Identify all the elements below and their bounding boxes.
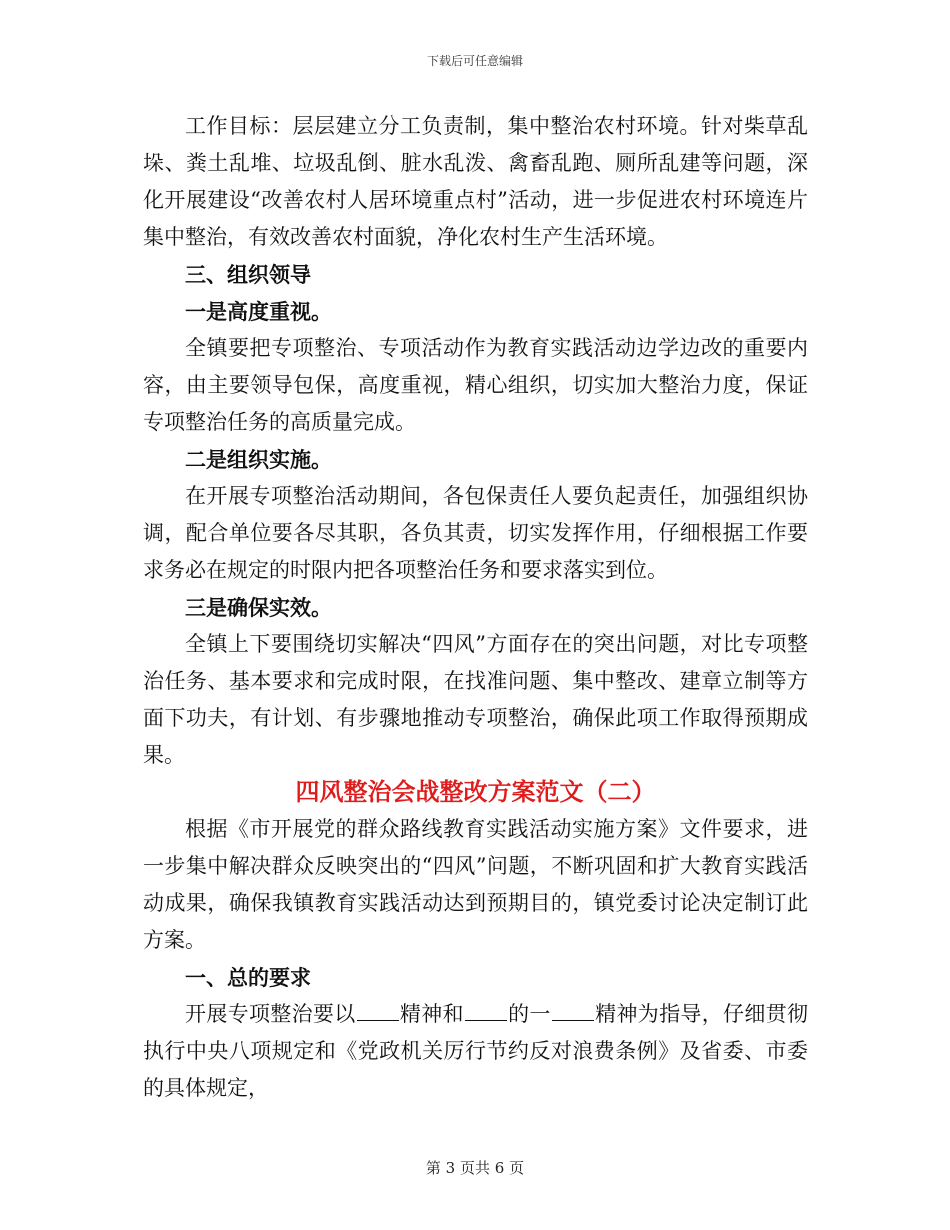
subheading-high-attention: 一是高度重视。 — [185, 299, 332, 324]
requirements-text-a: 开展专项整治要以 — [185, 1002, 356, 1026]
requirements-text-c: 的一 — [507, 1002, 551, 1026]
document-body — [143, 108, 808, 1107]
requirements-text-b: 精神和 — [399, 1002, 464, 1026]
heading-general-requirements: 一、总的要求 — [185, 965, 311, 990]
heading-organization: 三、组织领导 — [185, 262, 311, 287]
section-title-two: 四风整治会战整改方案范文（二） — [295, 778, 656, 806]
blank-line-3 — [552, 1019, 594, 1021]
subheading-implementation: 二是组织实施。 — [185, 447, 332, 472]
requirements-text-d: 精神为指导，仔细贯彻执行中央八项规定和《党政机关厉行节约反对浪费条例》及省委、市委的具体规定， — [143, 1002, 809, 1100]
blank-line-1 — [357, 1019, 399, 1021]
paragraph-work-goal: 工作目标：层层建立分工负责制，集中整治农村环境。针对柴草乱垛、粪土乱堆、垃圾乱倒、脏水乱泼、禽畜乱跑、厕所乱建等问题，深化开展建设“改善农村人居环境重点村”活动，进一步促进农村环境连片集中整治，有效改善农村面貌，净化农村生产生活环境。 — [143, 114, 808, 249]
page-number: 第 3 页共 6 页 — [425, 1159, 525, 1177]
paragraph-effectiveness: 全镇上下要围绕切实解决“四风”方面存在的突出问题，对比专项整治任务、基本要求和完成时限，在找准问题、集中整改、建章立制等方面下功夫，有计划、有步骤地推动专项整治，确保此项工作取得预期成果。 — [143, 632, 808, 767]
paragraph-high-attention: 全镇要把专项整治、专项活动作为教育实践活动边学边改的重要内容，由主要领导包保，高度重视，精心组织，切实加大整治力度，保证专项整治任务的高质量完成。 — [143, 336, 808, 434]
subheading-effectiveness: 三是确保实效。 — [185, 595, 332, 620]
paragraph-requirements — [143, 996, 808, 1107]
blank-line-2 — [465, 1019, 507, 1021]
paragraph-implementation: 在开展专项整治活动期间，各包保责任人要负起责任，加强组织协调，配合单位要各尽其职，各负其责，切实发挥作用，仔细根据工作要求务必在规定的时限内把各项整治任务和要求落实到位。 — [143, 484, 808, 582]
paragraph-basis: 根据《市开展党的群众路线教育实践活动实施方案》文件要求，进一步集中解决群众反映突出的“四风”问题，不断巩固和扩大教育实践活动成果，确保我镇教育实践活动达到预期目的，镇党委讨论决定制订此方案。 — [143, 817, 808, 952]
page-header-note: 下载后可任意编辑 — [426, 54, 523, 68]
